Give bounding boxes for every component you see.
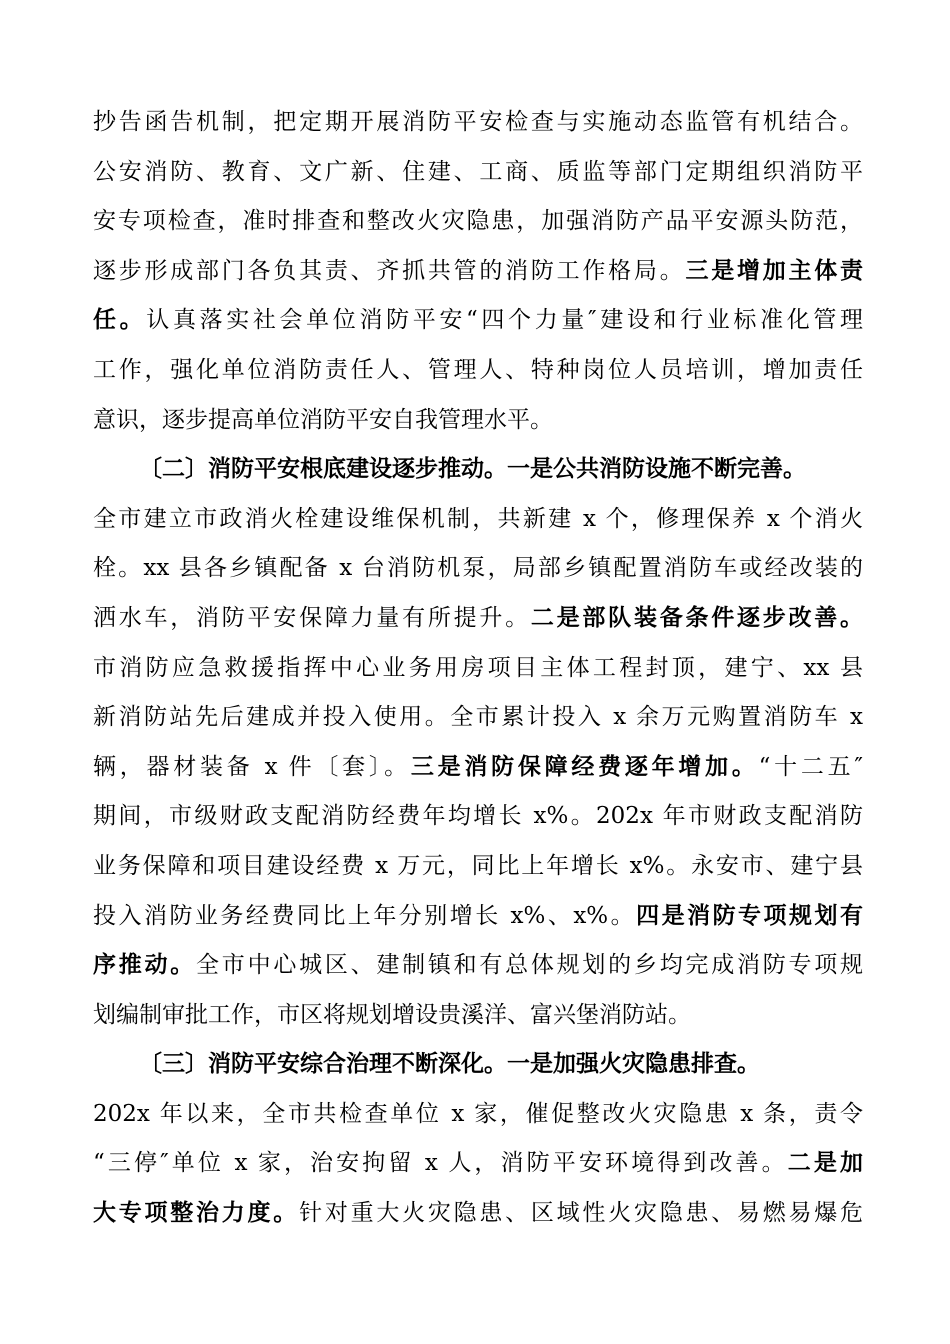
text-line <box>93 495 863 545</box>
section-heading: 〔三〕消防平安综合治理不断深化。 <box>139 1051 507 1078</box>
text-segment: 新消防站先后建成并投入使用。全市累计投入 x 余万元购置消防车 x <box>93 704 863 731</box>
text-line <box>93 1139 863 1189</box>
text-line <box>93 148 863 198</box>
text-line <box>93 792 863 842</box>
text-segment: “三停″单位 x 家，治安拘留 x 人，消防平安环境得到改善。 <box>93 1150 788 1177</box>
text-line <box>93 1040 863 1090</box>
text-line <box>93 544 863 594</box>
text-line <box>93 346 863 396</box>
text-segment: 安专项检查，准时排查和整改火灾隐患，加强消防产品平安源头防范， <box>93 208 863 235</box>
text-line <box>93 197 863 247</box>
bold-text-segment: 三是增加主体责 <box>685 257 863 284</box>
text-segment: 划编制审批工作，市区将规划增设贵溪洋、富兴堡消防站。 <box>93 1001 691 1028</box>
text-segment: 全市建立市政消火栓建设维保机制，共新建 x 个，修理保养 x 个消火 <box>93 505 863 532</box>
text-segment: 意识，逐步提高单位消防平安自我管理水平。 <box>93 406 553 433</box>
bold-text-segment: 二是加 <box>787 1150 863 1177</box>
text-line <box>93 1189 863 1239</box>
text-segment: 工作，强化单位消防责任人、管理人、特种岗位人员培训，增加责任 <box>93 356 863 383</box>
text-segment: 全市中心城区、建制镇和有总体规划的乡均完成消防专项规 <box>196 952 863 979</box>
text-segment: 抄告函告机制，把定期开展消防平安检查与实施动态监管有机结合。 <box>93 109 863 135</box>
text-segment: 公安消防、教育、文广新、住建、工商、质监等部门定期组织消防平 <box>93 158 863 185</box>
text-segment: 业务保障和项目建设经费 x 万元，同比上年增长 x%。永安市、建宁县 <box>93 852 863 879</box>
text-segment: 洒水车，消防平安保障力量有所提升。 <box>93 604 531 631</box>
bold-text-segment: 一是公共消防设施不断完善。 <box>507 456 806 483</box>
text-segment: 期间，市级财政支配消防经费年均增长 x%。202x 年市财政支配消防 <box>93 803 863 830</box>
text-line <box>93 991 863 1041</box>
text-line <box>93 941 863 991</box>
bold-text-segment: 四是消防专项规划有 <box>636 902 863 929</box>
text-line <box>93 594 863 644</box>
text-line <box>93 247 863 297</box>
text-segment: 认真落实社会单位消防平安“四个力量″建设和行业标准化管理 <box>146 307 863 334</box>
section-heading: 〔二〕消防平安根底建设逐步推动。 <box>139 456 507 483</box>
text-line <box>93 892 863 942</box>
text-segment: 辆，器材装备 x 件〔套〕。 <box>93 753 411 780</box>
document-page <box>93 98 863 1239</box>
text-line <box>93 693 863 743</box>
bold-text-segment: 一是加强火灾隐患排查。 <box>507 1051 760 1078</box>
text-segment: 针对重大火灾隐患、区域性火灾隐患、易燃易爆危 <box>299 1200 863 1227</box>
text-segment: 202x 年以来，全市共检查单位 x 家，催促整改火灾隐患 x 条，责令 <box>93 1100 863 1127</box>
text-segment: 市消防应急救援指挥中心业务用房项目主体工程封顶，建宁、xx 县 <box>93 654 863 681</box>
text-segment: 逐步形成部门各负其责、齐抓共管的消防工作格局。 <box>93 257 686 284</box>
bold-text-segment: 序推动。 <box>93 952 197 979</box>
bold-text-segment: 三是消防保障经费逐年增加。 <box>410 753 759 780</box>
text-segment: “十二五″ <box>758 753 863 780</box>
text-line <box>93 842 863 892</box>
text-segment: 栓。xx 县各乡镇配备 x 台消防机泵，局部乡镇配置消防车或经改装的 <box>93 555 863 582</box>
text-line <box>93 743 863 793</box>
text-line <box>93 296 863 346</box>
text-line <box>93 644 863 694</box>
text-line <box>93 396 863 446</box>
text-segment: 投入消防业务经费同比上年分别增长 x%、x%。 <box>93 902 637 929</box>
text-line <box>93 445 863 495</box>
bold-text-segment: 二是部队装备条件逐步改善。 <box>530 604 863 631</box>
bold-text-segment: 任。 <box>93 307 147 334</box>
text-line <box>93 98 863 148</box>
text-line <box>93 1090 863 1140</box>
bold-text-segment: 大专项整治力度。 <box>93 1200 300 1227</box>
